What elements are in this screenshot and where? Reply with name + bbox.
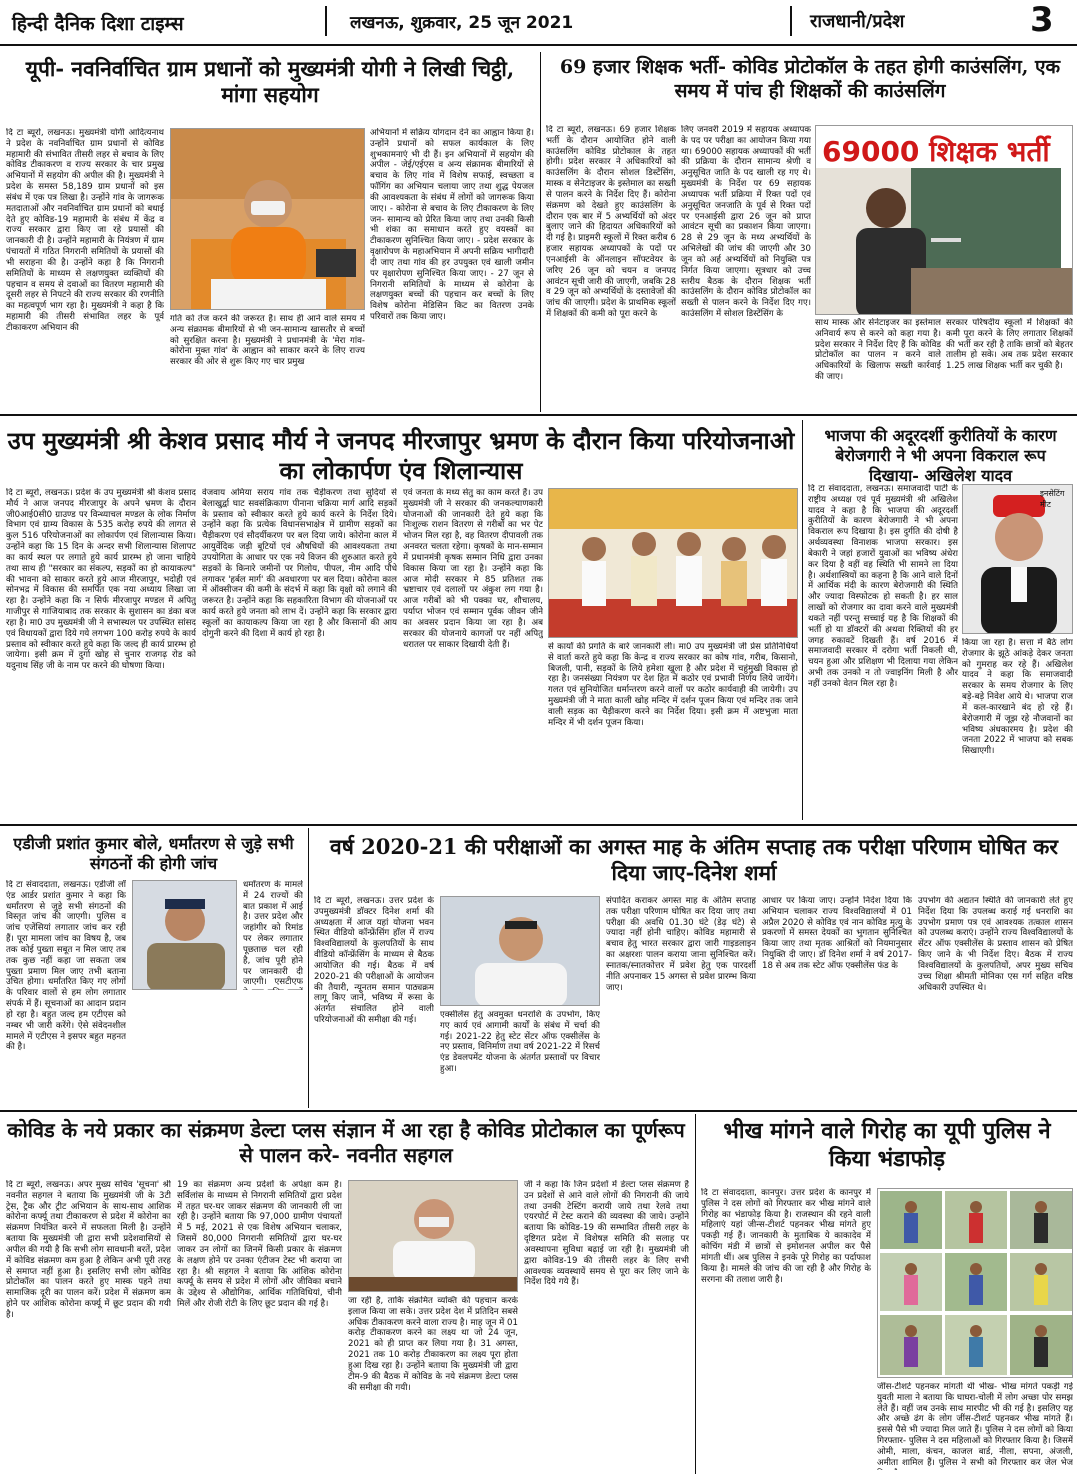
article-dinesh-col1: दि टा ब्यूरो, लखनऊ। उत्तर प्रदेश के उपमुख्यमंत्री डॉक्टर दिनेश शर्मा की अध्यक्षता में आज यहां योजना भवन स्थित वीडियो कॉन्फ्रेंसिंग हॉल में राज्य विश्वविद्यालयों के कुलपतियों के साथ वीडियो कॉन्फ्रेंसिंग के माध्यम से बैठक आयोजित की गई। बैठक में वर्ष 2020-21 की परीक्षाओं के आयोजन की तैयारी, न्यूनतम समान पाठ्यक्रम लागू किए जाने, भविष्य में रूसा के अंतर्गत संचालित होने वाली परियोजनाओं की समीक्षा की गई। (314, 896, 434, 1026)
divider (325, 6, 327, 36)
yogi-photo (170, 128, 365, 310)
dinesh-sharma-photo (440, 896, 600, 1006)
section-rule (0, 414, 1077, 416)
article-begging-headline: भीख मांगने वाले गिरोह का यूपी पुलिस ने किया भंडाफोड़ (723, 1118, 1051, 1172)
maurya-event-photo (548, 488, 798, 638)
article-yogi-col3: अभियानों में सक्रिय योगदान देने का आह्वान किया है। उन्होंने प्रधानों को सफल कार्यकाल के लिए शुभकामनाएं भी दी हैं। इन अभियानों में सहयोग की अपील - जेई/एईएस व अन्य संक्रामक बीमारियों से बचाव के लिए गांव में विशेष सफाई, स्वच्छता व फॉगिंग का अभियान चलाया जाए तथा शुद्ध पेयजल की आवश्यकता के संबंध में लोगों को जागरूक किया जाए। - कोरोना से बचाव के लिए टीकाकरण के लिए जन- सामान्य को प्रेरित किया जाए तथा उनकी किसी भी शंका का समाधान करते हुए वयस्कों का टीकाकरण सुनिश्चित किया जाए। - प्रदेश सरकार के वृक्षारोपण के महाअभियान में अपनी सक्रिय भागीदारी दी जाए तथा गांव की हर उपयुक्त एवं खाली जमीन पर वृक्षारोपण सुनिश्चित किया जाए। - 27 जून से निगरानी समितियों के माध्यम से कोरोना के लक्षणयुक्त बच्चों की पहचान कर बच्चों के लिए विशेष कोरोना मेडिसिन किट का वितरण उनके परिवारों तक किया जाए। (370, 128, 534, 323)
article-dinesh-col2: एक्सीलेंस हेतु अवमुक्त धनराशि के उपभोग, किए गए कार्य एवं आगामी कार्यों के संबंध में चर्चा की गई। 2021-22 हेतु स्टेट सेंटर ऑफ एक्सीलेंस के नए प्रस्ताव, विनिर्माण तथा वर्ष 2021-22 में रिसर्च एंड डेवलपमेंट योजना के अंतर्गत प्रस्तावों पर विचार हुआ। (440, 1010, 600, 1075)
column-rule (540, 52, 541, 412)
article-yogi-headline: यूपी- नवनिर्वाचित ग्राम प्रधानों को मुख्यमंत्री योगी ने लिखी चिट्ठी, मांगा सहयोग (25, 56, 515, 108)
article-teacher-col3: साथ मास्क और सेनेटाइजर का इस्तेमाल अनिवार्य रूप से करने को कहा गया है। प्रदेश सरकार ने निर्देश दिए हैं कि कोविड प्रोटोकॉल का पालन न करने वाले अधिकारियों के खिलाफ सख्ती कार्रवाई की जाए। (815, 318, 941, 383)
arrested-women-photo-grid (877, 1188, 1073, 1378)
article-dinesh-col3: संपादित कराकर अगस्त माह के अंतिम सप्ताह तक परीक्षा परिणाम घोषित कर दिया जाए तथा परीक्षा की अवधि 01.30 घंटे (डेढ़ घंटे) से ज्यादा नहीं होनी चाहिए। कोविड महामारी से बचाव हेतु भारत सरकार द्वारा जारी गाइडलाइन का अक्षरशः पालन कराया जाना सुनिश्चित करें। स्नातक/स्नातकोत्तर में प्रवेश हेतु एक पारदर्शी नीति अपनाकर 15 अगस्त से प्रवेश प्रारम्भ किया जाए। (606, 896, 756, 993)
article-maurya-col2: वेजवाय अमिया सराय गांव तक चैड़ीकरण तथा सुदियों से बेलाखुर्द्वा घाट सवसंक्रिकाण पीनाना चक्रिया मार्ग आदि सड़कों के प्रस्ताव को स्वीकार करते हुये कार्य करने के निर्देश दिये। उन्होंने कहा कि प्रत्येक विधानसभाक्षेत्र में ग्रामीण सड़कों का चैड़ीकरण एवं सौदर्यीकरण पर बल दिया जाये। कोरोना काल में आयुर्वेदिक जड़ी बूटियों एवं औषधियों की आवश्यकता तथा उपयोगिता के आधार पर एक नये विजन की शुरुआत करते हुये सड़कों के किनारे जमीनों पर गिलोय, पीपल, नीम आदि पौधे लगाकर 'हर्बल मार्ग' की अवधारणा पर बल दिया। कोरोना काल में ऑक्सीजन की कमी के संदर्भ में कहा कि वृक्षो को लगाने की जरूरत है। उन्होंने कहा कि सहकारिता विभाग की योजनाओं पर कार्य करते हुये जनता को लाभ दें। उन्होंने कहा कि सरकार द्वारा स्कूलों का कायाकल्प किया जा रहा है और किसानों की आय दोगुनी करने की दिशा में कार्य हो रहा है। (202, 488, 397, 639)
divider (790, 6, 792, 36)
article-teacher-headline: 69 हजार शिक्षक भर्ती- कोविड प्रोटोकॉल के तहत होगी काउंसलिंग, एक समय में पांच ही शिक्षकों की काउंसलिंग (559, 56, 1061, 102)
section-rule (0, 1110, 1077, 1112)
article-maurya-col4: से कार्यों की प्रगति के बारे जानकारी ली। मा0 उप मुख्यमंत्री जी प्रेस प्रतिनिधियों से वार्ता करते हुये कहा कि केन्द्र व राज्य सरकार का कोष गांव, गरीब, किसानो, बिजली, पानी, सड़कों के लिये हमेशा खुला है और प्रदेश में चहुंमुखी विकास हो रहा है। जनसंख्या नियंत्रण पर देश हित में कठोर एवं प्रभावी निर्णय लिये जायेंगे। गलत एवं सुनियोजित धर्मान्तरण करने वालों पर कठोर कार्यवाही की जायेगी। उप मुख्यमंत्री जी ने माता काली खोह मन्दिर में दर्शन पूजन किया एवं मन्दिर तक जाने वाली सड़क का चैड़ीकरण करने का निर्देश दिया। इसी क्रम में अष्टभुजा माता मन्दिर में भी दर्शन पूजन किया। (548, 642, 798, 728)
teacher-recruitment-graphic (815, 125, 1073, 315)
section-name: राजधानी/प्रदेश (810, 11, 905, 32)
article-begging-col1: दि टा संवाददाता, कानपुर। उत्तर प्रदेश के कानपुर में पुलिस ने दस लोगों को गिरफ्तार कर भीख मांगने वाले गिरोह का भंडाफोड़ किया है। राजस्थान की रहने वाली महिलाएं यहां जीन्स-टीशर्ट पहनकर भीख मांगते हुए पकड़ी गई हैं। जानकारी के मुताबिक ये काकादेव में कोचिंग मंडी में छात्रों से इमोशनल अपील कर पैसे मांगती थीं। अब पुलिस ने इनके पूरे गिरोह का पर्दाफाश किया है। मामले की जांच की जा रही है और गिरोह के सरगना की तलाश जारी है। (701, 1188, 871, 1285)
article-sehgal-col4: जी ने कहा कि जिन प्रदेशों में डेल्टा प्लस संक्रमण है उन प्रदेशों से आने वाले लोगों की निगरानी की जाये तथा उनकी टेस्टिंग करायी जाये तथा रेलवे तथा एयरपोर्ट में टेस्ट कराने की व्यवस्था की जाये। उन्होंने बताया कि कोविड-19 की सम्भावित तीसरी लहर के दृष्टिगत प्रदेश में विशेषज्ञ समिति की सलाह पर अवस्थापना सुविधा बढ़ाई जा रही है। मुख्यमंत्री जी द्वारा कोविड-19 की तीसरी लहर के लिए सभी आवश्यक व्यवस्थायें समय से पूरा कर लिए जाने के निर्देश दिये गये हैं। (524, 1180, 689, 1288)
article-sehgal-col3: जा रही है, ताकि संक्रमित व्यक्ति की पहचान करके इलाज किया जा सके। उत्तर प्रदेश देश में प्रतिदिन सबसे अधिक टीकाकरण करने वाला राज्य है। माह जून में 01 करोड़ टीकाकरण करने का लक्ष्य था जो 24 जून, 2021 को ही प्राप्त कर लिया गया है। 31 अगस्त, 2021 तक 10 करोड़ टीकाकरण का लक्ष्य पूरा होता हुआ दिख रहा है। उन्होंने बताया कि मुख्यमंत्री जी द्वारा टीम-9 की बैठक में कोविड के नये संक्रमण डेल्टा प्लस की समीक्षा की गयी। (348, 1296, 518, 1393)
article-adg-col2: धर्मांतरण के मामले में 24 राज्यों की बात प्रकाश में आई है। उत्तर प्रदेश और जहांगीर को रिमांड पर लेकर लगातार पूछताछ चल रही है, जांच पूरी होने पर जानकारी दी जाएगी। एसटीएफ (243, 880, 303, 988)
article-sehgal-headline: कोविड के नये प्रकार का संक्रमण डेल्टा प्लस संज्ञान में आ रहा है कोविड प्रोटोकाल का पूर्णरूप से पालन करे- नवनीत सहगल (7, 1118, 685, 1167)
article-dinesh-col5: उपभोग की अद्यतन स्थिति की जानकारी लेते हुए निर्देश दिया कि उपलब्ध कराई गई धनराशि का उपभोग प्रमाण पत्र एवं आवश्यक तत्काल शासन को उपलब्ध कराएं। उन्होंने राज्य विश्वविद्यालयों के सेंटर ऑफ एक्सीलेंस के प्रस्ताव शासन को प्रेषित किए जाने के भी निर्देश दिए। बैठक में राज्य विश्वविद्यालयों के कुलपतियों, अपर मुख्य सचिव उच्च शिक्षा श्रीमती मोनिका एस गर्ग सहित वरिष्ठ अधिकारी उपस्थित थे। (918, 896, 1073, 993)
article-sehgal-col2: 19 का संक्रमण अन्य प्रदेशों के अपेक्षा कम है। सर्विलांस के माध्यम से निगरानी समितियों द्वारा प्रदेश में तहत घर-घर जाकर संक्रमण की जानकारी ली जा रही है। उन्होंने बताया कि 97,000 ग्रामीण पंचायतों में 5 मई, 2021 से एक विशेष अभियान चलाकर, जिसमें 80,000 निगरानी समितियों द्वारा घर-घर जाकर उन लोगों का जिनमें किसी प्रकार के संक्रमण के लक्षण होने पर उनका एंटीजन टेस्ट भी कराया जा रहा है। श्री सहगल ने बताया कि आंशिक कोरोना कर्फ्यू के समय से प्रदेश में लोगों और जीविका बचाने के उद्देश्य से औद्योगिक, आर्थिक गतिविधियां, चीनी मिलें और रोजी रोटी के लिए छूट प्रदान की गई है। (177, 1180, 342, 1310)
article-yogi-col2: गति को तेज करने की जरूरत है। साथ ही आने वाले समय में अन्य संक्रामक बीमारियों से भी जन-सामान्य खासतौर से बच्चों को सुरक्षित करना है। मुख्यमंत्री ने प्रधानमंत्री के 'मेरा गांव-कोरोना मुक्त गांव' के आह्वान को साकार करने के लिए राज्य सरकार की ओर से शुरू किए गए चार प्रमुख (170, 314, 365, 368)
article-sehgal-col1: दि टा ब्यूरो, लखनऊ। अपर मुख्य सचिव 'सूचना' श्री नवनीत सहगल ने बताया कि मुख्यमंत्री जी के 3टी ट्रेस, ट्रैक और ट्रीट अभियान के साथ-साथ आशिक कोरोना कर्फ्यू तथा टीकाकरण से प्रदेश में कोरोना का संक्रमण नियंत्रित करने में सफलता मिली है। उन्होंने बताया कि मुख्यमंत्री जी द्वारा सभी प्रदेशवासियों से अपील की गयी है कि सभी लोग सावधानी बरतें, प्रदेश में कोविड संक्रमण कम हुआ है लेकिन अभी पूरी तरह से समाप्त नहीं हुआ है। इसलिए सभी लोग कोविड प्रोटोकॉल का पालन करते हुए मास्क पहने तथा सामाजिक दूरी का पालन करें। प्रदेश में संक्रमण कम होने पर आंशिक कोरोना कर्फ्यू में छूट प्रदान की गयी है। (6, 1180, 171, 1320)
article-akhilesh-col1: दि टा संवाददाता, लखनऊ। समाजवादी पार्टी के राष्ट्रीय अध्यक्ष एवं पूर्व मुख्यमंत्री श्री अखिलेश यादव ने कहा है कि भाजपा की अदूरदर्शी कुरीतियों के कारण बेरोजगारी ने भी अपना विकराल रूप दिखाया है। इस दुर्गति की दोषी है अर्थव्यवस्था विनाशक भाजपा सरकार। इस बेकारी ने जहां हजारों युवाओं का भविष्य अंधेरा कर दिया है वहीं वह स्थिति भी सामने ला दिया है। अर्थशास्त्रियों का कहना है कि आने वाले दिनों में आर्थिक मंदी के कारण बेरोजगारी की स्थिति और ज्यादा विस्फोटक हो सकती है। हर साल लाखों को रोजगार का दावा करने वाले मुख्यमंत्री थकते नहीं परन्तु सच्चाई यह है कि शिक्षकों की भर्ती हो या डॉक्टरों की अथवा रिक्तियों की हर जगह रुकावटें दिखती हैं। वर्ष 2016 में समाजवादी सरकार में दरोगा भर्ती निकली थी, चयन हुआ और प्रशिक्षण भी दिलाया गया लेकिन अभी तक उनको न तो ज्वाइनिंग मिली है और नहीं उनको वेतन मिल रहा है। (808, 484, 958, 689)
column-rule (308, 828, 309, 1108)
article-dinesh-headline: वर्ष 2020-21 की परीक्षाओं का अगस्त माह के अंतिम सप्ताह तक परीक्षा परिणाम घोषित कर दिया जाए-दिनेश शर्मा (330, 834, 1058, 886)
photo-caption: इनसेटिंग मीट (1040, 489, 1065, 509)
article-teacher-col1: दि टा ब्यूरो, लखनऊ। 69 हजार शिक्षक भर्ती के दौरान आयोजित होने वाली काउंसलिंग कोविड प्रोटोकाल के तहत होगी। प्रदेश सरकार ने अधिकारियों को काउंसलिंग के दौरान सोशल डिस्टेंसिंग, मास्क व सेनेटाइजर के इस्तेमाल का सख्ती से पालन करने के निर्देश दिए हैं। कोरोना संक्रमण को देखते हुए काउंसलिंग के दौरान एक बार में 5 अभ्यर्थियों को अंदर बुलाए जाने की हिदायत अधिकारियों को दी गई है। प्राइमरी स्कूलों में रिक्त करीब 6 हजार सहायक अध्यापकों के पदों पर एनआईसी के ऑनलाइन सॉफ्टवेयर के जरिए 26 जून को चयन व जनपद आवंटन सूची जारी की जाएगी, जबकि 28 व 29 जून को अभ्यर्थियों के दस्तावेजों की जांच की जाएगी। प्रदेश के प्राथमिक स्कूलों में शिक्षकों की कमी को पूरा करने के (546, 125, 676, 320)
article-yogi-col1: दि टा ब्यूरो, लखनऊ। मुख्यमंत्री योगी आदित्यनाथ ने प्रदेश के नवनिर्वाचित ग्राम प्रधानों से कोविड महामारी की संभावित तीसरी लहर से बचाव के लिए कोविड टीकाकरण व राज्य सरकार के चार प्रमुख अभियानों में सहयोग की अपील की है। मुख्यमंत्री ने प्रदेश के समस्त 58,189 ग्राम प्रधानों को इस संबंध में एक पत्र लिखा है। उन्होंने गांव के जागरूक मतदाताओं और नवनिर्वाचित ग्राम प्रधानों को बधाई देते हुए कोविड-19 महामारी के संबंध में केंद्र व राज्य सरकार द्वारा किए जा रहे प्रयासों की जानकारी दी है। उन्होंने महामारी के नियंत्रण में ग्राम पंचायतों में गठित निगरानी समितियों के प्रयासों की भी सराहना की है। उन्होंने कहा है कि निगरानी समितियों के माध्यम से लक्षणयुक्त व्यक्तियों की पहचान व समय से दवाओं का वितरण महामारी की दूसरी लहर से निपटने की राज्य सरकार की रणनीति का महत्वपूर्ण भाग रहा है। मुख्यमंत्री ने कहा है कि महामारी की तीसरी संभावित लहर के पूर्व टीकाकरण अभियान की (6, 128, 164, 333)
column-rule (695, 1114, 696, 1474)
article-maurya-headline: उप मुख्यमंत्री श्री केशव प्रसाद मौर्य ने जनपद मीरजापुर भ्रमण के दौरान किया परियोजनाओ का लोकार्पण एंव शिलान्यास (7, 426, 795, 485)
article-adg-headline: एडीजी प्रशांत कुमार बोले, धर्मांतरण से जुड़े सभी संगठनों की होगी जांच (13, 834, 294, 873)
article-maurya-col1: दि टा ब्यूरो, लखनऊ। प्रदेश के उप मुख्यमंत्री श्री केशव प्रसाद मौर्य ने आज जनपद मीरजापुर के अपने भ्रमण के दौरान जी0आई0सी0 ग्राउण्ड पर विन्ध्याचल मण्डल के लोक निर्माण विभाग एवं ग्राम्य विकास के 535 करोड़ रुपये की लागत से कुल 516 परियोजनाओं का लोकार्पण एवं शिलान्यास किया। उन्होंने कहा कि 15 दिन के अन्दर सभी शिलान्यास शिलापट का कार्य स्थल पर लगाते हुये कार्य प्रारम्भ हो जाना चाहिये तथा साथ ही "सरकार का संकल्प, सड़कों का हो कायाकल्प" की भावना को साकार करते हुये आज मीरजापुर, भदोही एवं सोनभद्र में विकास की समर्पित एक नया अध्याय लिखा जा रहा है। उन्होंने कहा कि न सिर्फ मीरजापुर मण्डल में अपितु गाजीपुर से गाजियाबाद तक सरकार के सुशासन का डंका बज रहा है। मा0 उप मुख्यमंत्री जी ने सभास्थल पर उपस्थित सांसद एवं विधायकों द्वारा दिये गये लगभग 100 करोड़ रुपये के कार्य प्रस्ताव को स्वीकार करते हुये कहा कि जल्द ही कार्य प्रारम्भ हो जायेगा। इसी क्रम में दुर्गा खोह से चुनार राजगढ़ रोड को यदुनाथ सिंह जी के नाम पर करने की घोषणा किया। (6, 488, 196, 672)
article-akhilesh-headline: भाजपा की अदूरदर्शी कुरीतियों के कारण बेरोजगारी ने भी अपना विकराल रूप दिखाया- अखिलेश यादव (824, 426, 1057, 485)
dateline: लखनऊ, शुक्रवार, 25 जून 2021 (350, 13, 574, 33)
article-teacher-col4: सरकार परिषदीय स्कूलों में शिक्षकों की कमी पूरा करने के लिए लगातार शिक्षकों की भर्ती कर रही है ताकि छात्रों को बेहतर तालीम हो सके। अब तक प्रदेश सरकार 1.25 लाख शिक्षक भर्ती कर चुकी है। (946, 318, 1073, 372)
article-begging-col2: जींस-टीशर्ट पहनकर मांगती थी भीख- भीख मांगते पकड़ी गई युवती माला ने बताया कि घाघरा-चोली में लोग अच्छा पोर समझ लेते हैं। वहीं जब उनके साथ मारपीट भी की गई है। इसलिए यह और अच्छे ढंग के लोग जींस-टीशर्ट पहनकर भीख मांगते हैं। इससे पैसे भी ज्यादा मिल जाते हैं। पुलिस ने दस लोगों को किया गिरफ्तार- पुलिस ने दस महिलाओं को गिरफ्तार किया है। जिसमें ओमी, माला, कंचन, काजल बार्ड, नीला, सपना, अंजली, अमीता शामिल हैं। पुलिस ने सभी को गिरफ्तार कर जेल भेज (877, 1382, 1073, 1468)
article-adg-col1: दि टा संवाददाता, लखनऊ। एडीजी लॉ एंड आर्डर प्रशांत कुमार ने कहा कि धर्मांतरण से जुड़े सभी संगठनों की विस्तृत जांच की जाएगी। पुलिस व जांच एजेंसियां लगातार जांच कर रही हैं। पूरा मामला जांच का विषय है, जब तक कोई पुख्ता सबूत न मिल जाए तब तक कुछ नहीं कहा जा सकता जब पुख्ता प्रमाण मिल जाए तभी बताना उचित होगा। धर्मांतरित किए गए लोगों के परिवार वालों से हम लोग लगातार संपर्क में हैं। सूचनाओं का आदान प्रदान हो रहा है। बहुत जल्द हम एटीएस को नम्बर भी जारी करेंगे। ऐसे संवेदनशील मामले में एटीएस ने इसपर बहुत महनत की है। (6, 880, 126, 1053)
article-teacher-col2: लिए जनवरी 2019 में सहायक अध्यापक के पद पर परीक्षा का आयोजन किया गया था। 69000 सहायक अध्यापकों की भर्ती की प्रक्रिया के दौरान सामान्य श्रेणी व अनुसूचित जाति के पद खाली रह गए थे। मुख्यमंत्री के निर्देश पर 69 सहायक अध्यापक भर्ती प्रक्रिया में रिक्त पदों एवं अनुसूचित जनजाति के पूर्व से रिक्त पदों पर एनआईसी द्वारा 26 जून को प्राप्त आवंटन सूची का प्रकाशन किया जाएगा। 28 से 29 जून के मध्य अभ्यर्थियों के अभिलेखों की जांच की जाएगी और 30 जून को अर्ह अभ्यर्थियों को नियुक्ति पत्र निर्गत किया जाएगा। सूत्रधार को उच्च स्तरीय बैठक के दौरान शिक्षक भर्ती काउंसलिंग के दौरान कोविड प्रोटोकॉल का सख्ती से पालन करने के निर्देश दिए गए। काउंसलिंग में सोशल डिस्टेंसिंग के (681, 125, 811, 320)
sehgal-photo (348, 1180, 518, 1292)
section-rule (0, 824, 1077, 826)
masthead (0, 0, 1077, 46)
newspaper-name: हिन्दी दैनिक दिशा टाइम्स (12, 13, 184, 35)
article-maurya-col3: एवं जनता के मध्य सेतु का काम करते हैं। उप मुख्यमंत्री जी ने सरकार की जनकल्याणकारी योजनाओं की जानकारी देते हुये कहा कि निःशुल्क राशन वितरण से गरीबों का भर पेट भोजन मिल रहा है, वह वितरण दीपावली तक अनवरत चलता रहेगा। कृषकों के मान-सम्मान में प्रधानमंत्री कृषक सम्मान निधि द्वारा उनका विकास किया जा रहा है। उन्होंने कहा कि आज मोदी सरकार मे 85 प्रतिशत तक भ्रष्टाचार एवं दलालों पर अंकुश लग गया है। आज गरीबों को भी पक्का घर, शौचालय, पर्याप्त भोजन एवं सम्मान पूर्वक जीवन जीने का अवसर प्रदान किया जा रहा है। अब सरकार की योजनाये कागजों पर नहीं अपितु धरातल पर साकार दिखायी देती हैं। (403, 488, 543, 650)
banner-text: 69000 शिक्षक भर्ती (822, 135, 1050, 168)
column-rule (802, 420, 803, 820)
adg-photo (132, 880, 237, 990)
article-dinesh-col4: आधार पर किया जाए। उन्होंने निर्देश दिया कि अभियान चलाकर राज्य विश्वविद्यालयों में 01 अप्रैल 2020 से कोविड एवं नान कोविड मृत्यु के प्रकरणों में समस्त देयकों का भुगतान सुनिश्चित किया जाए तथा मृतक आश्रितों को नियमानुसार नियुक्ति दी जाए। डॉ दिनेश शर्मा ने वर्ष 2017-18 से अब तक स्टेट ऑफ एक्सीलेंस फंड के (762, 896, 912, 971)
page-number: 3 (1030, 0, 1054, 40)
article-akhilesh-col2: किया जा रहा है। सत्ता में बैठे लोग रोजगार के झूठे आंकड़े देकर जनता को गुमराह कर रहे हैं। अखिलेश यादव ने कहा कि समाजवादी सरकार के समय रोजगार के लिए बड़े-बड़े निवेश आये थे। भाजपा राज में कल-कारखाने बंद हो रहे हैं। बेरोजगारी में जूझ रहे नौजवानों का भविष्य अंधकारमय है। प्रदेश की जनता 2022 में भाजपा को सबक सिखाएगी। (962, 638, 1073, 757)
